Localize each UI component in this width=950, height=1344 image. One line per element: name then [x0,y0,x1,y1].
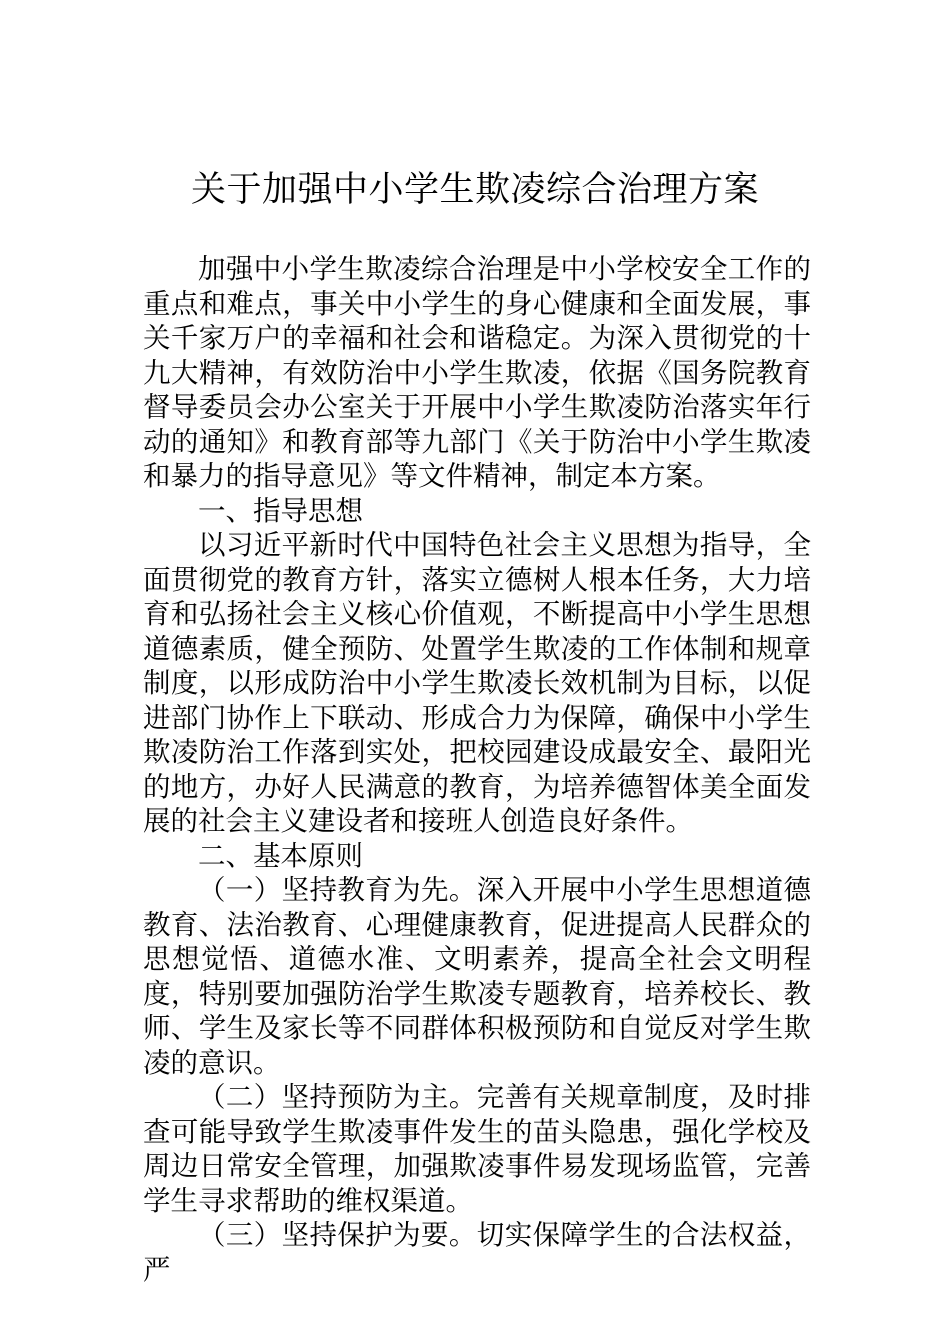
principle-prevention-paragraph: （二）坚持预防为主。完善有关规章制度，及时排查可能导致学生欺凌事件发生的苗头隐患，强化学校及周边日常安全管理，加强欺凌事件易发现场监管，完善学生寻求帮助的维权渠道。 [143,1081,811,1217]
principle-protection-paragraph: （三）坚持保护为要。切实保障学生的合法权益，严 [143,1219,811,1286]
principle-education-paragraph: （一）坚持教育为先。深入开展中小学生思想道德教育、法治教育、心理健康教育，促进提高人民群众的思想觉悟、道德水准、文明素养，提高全社会文明程度，特别要加强防治学生欺凌专题教育，培养校长、教师、学生及家长等不同群体积极预防和自觉反对学生欺凌的意识。 [143,874,811,1079]
guiding-ideology-paragraph: 以习近平新时代中国特色社会主义思想为指导，全面贯彻党的教育方针，落实立德树人根本任务，大力培育和弘扬社会主义核心价值观，不断提高中小学生思想道德素质，健全预防、处置学生欺凌的工作体制和规章制度，以形成防治中小学生欺凌长效机制为目标，以促进部门协作上下联动、形成合力为保障，确保中小学生欺凌防治工作落到实处，把校园建设成最安全、最阳光的地方，办好人民满意的教育，为培养德智体美全面发展的社会主义建设者和接班人创造良好条件。 [143,529,811,837]
document-title: 关于加强中小学生欺凌综合治理方案 [190,170,759,210]
intro-paragraph: 加强中小学生欺凌综合治理是中小学校安全工作的重点和难点，事关中小学生的身心健康和全面发展，事关千家万户的幸福和社会和谐稳定。为深入贯彻党的十九大精神，有效防治中小学生欺凌，依据《国务院教育督导委员会办公室关于开展中小学生欺凌防治落实年行动的通知》和教育部等九部门《关于防治中小学生欺凌和暴力的指导意见》等文件精神，制定本方案。 [143,253,811,492]
section-heading-basic-principles: 二、基本原则 [198,839,363,872]
document-body [143,252,811,1287]
section-heading-guiding-ideology: 一、指导思想 [198,494,363,527]
